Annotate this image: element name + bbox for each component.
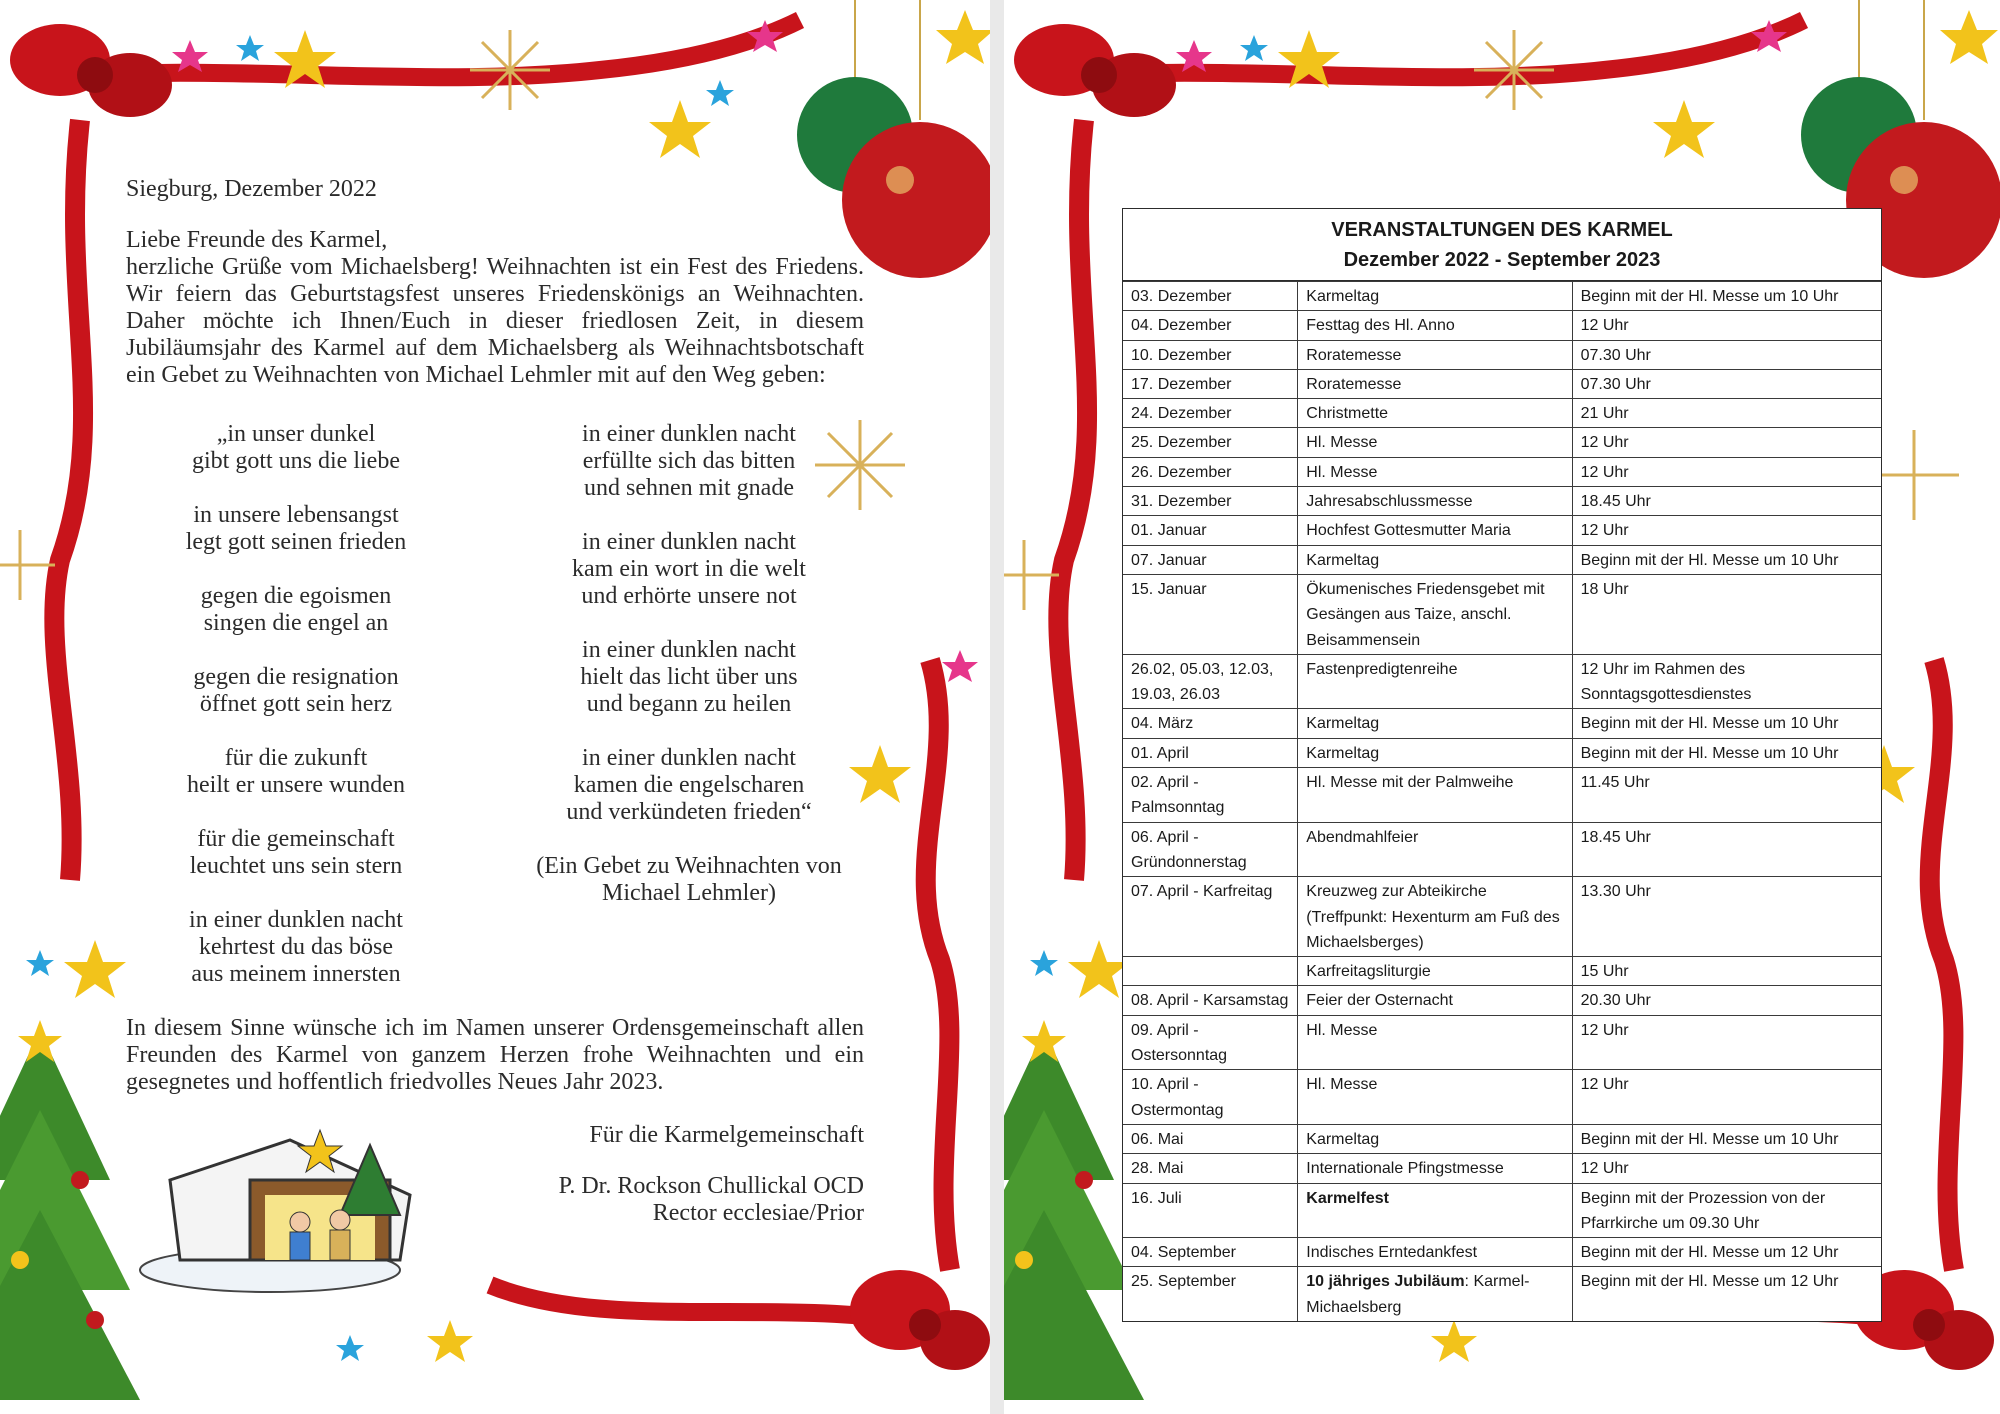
table-row [1123,1124,1881,1153]
event-time-cell: 12 Uhr [1572,1154,1881,1183]
event-date-cell: 04. März [1123,709,1298,738]
event-time-cell: 12 Uhr [1572,1070,1881,1125]
event-name-cell: Abendmahlfeier [1298,822,1572,877]
table-row [1123,1070,1881,1125]
poem-line: in einer dunklen nacht [582,529,796,555]
event-time-cell: 12 Uhr [1572,311,1881,340]
event-name-cell: Christmette [1298,399,1572,428]
event-date-cell: 15. Januar [1123,574,1298,654]
event-time-cell: 12 Uhr [1572,428,1881,457]
table-row [1123,311,1881,340]
table-row [1123,428,1881,457]
poem-line: in einer dunklen nacht [582,745,796,771]
signoff: Für die Karmelgemeinschaft [589,1122,864,1148]
events-page [1004,0,2000,1414]
event-name-cell: Festtag des Hl. Anno [1298,311,1572,340]
letter-intro: herzliche Grüße vom Michaelsberg! Weihnachten ist ein Fest des Friedens. Wir feiern das Geburtstagsfest unseres Friedenskönigs an Weihnachten. Daher möchte ich Ihnen/Euch in dieser friedlosen Zeit, in diesem Jubiläumsjahr des Karmel auf dem Michaelsberg als Weihnachtsbotschaft ein Gebet zu Weihnachten von Michael Lehmler mit auf den Weg geben: [126,254,864,388]
table-row [1123,1238,1881,1267]
events-table [1123,281,1881,1321]
events-subtitle: Dezember 2022 - September 2023 [1343,249,1661,271]
poem-line: in einer dunklen nacht [189,907,403,933]
ribbon-bow-icon [850,1270,990,1370]
table-row [1123,1015,1881,1070]
letter-closing: In diesem Sinne wünsche ich im Namen unserer Ordensgemeinschaft allen Freunden des Karmel von ganzem Herzen frohe Weihnachten und ein gesegnetes und hoffentlich friedvolles Neues Jahr 2023. [126,1015,864,1095]
event-date-cell: 08. April - Karsamstag [1123,986,1298,1015]
poem-stanza [514,421,864,502]
events-header [1123,209,1881,281]
poem-line: und sehnen mit gnade [584,475,794,501]
signer-name: P. Dr. Rockson Chullickal OCD [558,1173,864,1199]
table-row [1123,282,1881,311]
poem-line: heilt er unsere wunden [187,772,405,798]
poem [126,421,864,1015]
event-time-cell: Beginn mit der Hl. Messe um 10 Uhr [1572,282,1881,311]
event-name-cell: Karmelfest [1298,1183,1572,1238]
event-time-cell: Beginn mit der Hl. Messe um 12 Uhr [1572,1267,1881,1321]
event-time-cell: 12 Uhr [1572,457,1881,486]
event-time-cell: Beginn mit der Hl. Messe um 12 Uhr [1572,1238,1881,1267]
event-name-cell: Hochfest Gottesmutter Maria [1298,516,1572,545]
letter-greeting: Liebe Freunde des Karmel, [126,227,388,253]
event-name-cell: Ökumenisches Friedensgebet mit Gesängen aus Taize, anschl. Beisammensein [1298,574,1572,654]
event-date-cell: 06. April - Gründonnerstag [1123,822,1298,877]
poem-stanza [126,907,466,988]
poem-column-left [126,421,466,1015]
ribbon-bow-icon [10,24,172,117]
signer-title: Rector ecclesiae/Prior [652,1200,864,1226]
events-title: VERANSTALTUNGEN DES KARMEL [1331,219,1673,241]
poem-line: gibt gott uns die liebe [192,448,400,474]
event-time-cell: 18 Uhr [1572,574,1881,654]
table-row [1123,1154,1881,1183]
letter-date: Siegburg, Dezember 2022 [126,176,377,202]
poem-stanza [126,826,466,880]
table-row [1123,340,1881,369]
event-date-cell [1123,957,1298,986]
event-date-cell: 09. April - Ostersonntag [1123,1015,1298,1070]
event-date-cell: 25. September [1123,1267,1298,1321]
event-date-cell: 03. Dezember [1123,282,1298,311]
attribution-line: Michael Lehmler) [602,880,776,906]
poem-stanza [514,637,864,718]
poem-line: legt gott seinen frieden [185,529,407,555]
event-date-cell: 06. Mai [1123,1124,1298,1153]
event-date-cell: 24. Dezember [1123,399,1298,428]
poem-line: in einer dunklen nacht [582,421,796,447]
event-name-cell: Indisches Erntedankfest [1298,1238,1572,1267]
event-date-cell: 04. Dezember [1123,311,1298,340]
table-row [1123,986,1881,1015]
event-time-cell: Beginn mit der Hl. Messe um 10 Uhr [1572,738,1881,767]
ribbon [54,120,83,880]
poem-right-stanzas [514,421,864,826]
event-time-cell: 20.30 Uhr [1572,986,1881,1015]
event-date-cell: 25. Dezember [1123,428,1298,457]
event-time-cell: 18.45 Uhr [1572,822,1881,877]
event-time-cell: 07.30 Uhr [1572,369,1881,398]
event-time-cell: Beginn mit der Hl. Messe um 10 Uhr [1572,1124,1881,1153]
poem-line: in einer dunklen nacht [582,637,796,663]
poem-line: aus meinem innersten [191,961,401,987]
event-date-cell: 26.02, 05.03, 12.03, 19.03, 26.03 [1123,654,1298,709]
event-date-cell: 07. Januar [1123,545,1298,574]
poem-line: „in unser dunkel [216,421,376,447]
event-date-cell: 01. April [1123,738,1298,767]
event-date-cell: 10. Dezember [1123,340,1298,369]
poem-line: kam ein wort in die welt [572,556,806,582]
table-row [1123,545,1881,574]
event-date-cell: 16. Juli [1123,1183,1298,1238]
event-time-cell: Beginn mit der Hl. Messe um 10 Uhr [1572,545,1881,574]
table-row [1123,487,1881,516]
table-row [1123,1183,1881,1238]
event-time-cell: 13.30 Uhr [1572,877,1881,957]
event-name-cell: Roratemesse [1298,340,1572,369]
table-row [1123,738,1881,767]
poem-stanza [126,502,466,556]
poem-stanza [126,745,466,799]
event-date-cell: 10. April - Ostermontag [1123,1070,1298,1125]
poem-line: und begann zu heilen [586,691,792,717]
event-time-cell: 11.45 Uhr [1572,768,1881,823]
poem-stanza [126,664,466,718]
poem-line: leuchtet uns sein stern [189,853,403,879]
event-name-cell: Roratemesse [1298,369,1572,398]
event-name-rest: : Karmel-Michaelsberg [1306,1273,1530,1316]
letter-body [126,176,864,1227]
poem-line: gegen die egoismen [200,583,392,609]
event-time-cell: 07.30 Uhr [1572,340,1881,369]
event-time-cell: 12 Uhr [1572,516,1881,545]
event-date-cell: 07. April - Karfreitag [1123,877,1298,957]
event-date-cell: 04. September [1123,1238,1298,1267]
event-name-cell: Hl. Messe [1298,1070,1572,1125]
ribbon-bow-icon [1014,24,1176,117]
event-name-cell: Fastenpredigtenreihe [1298,654,1572,709]
event-name-cell [1298,1267,1572,1321]
poem-line: in unsere lebensangst [193,502,399,528]
ribbon [926,660,950,1270]
event-date-cell: 26. Dezember [1123,457,1298,486]
table-row [1123,709,1881,738]
ribbon [1058,120,1087,880]
poem-stanza [126,583,466,637]
event-date-cell: 28. Mai [1123,1154,1298,1183]
letter-page [0,0,990,1414]
poem-line: hielt das licht über uns [580,664,798,690]
table-row [1123,574,1881,654]
event-name-cell: Kreuzweg zur Abteikirche (Treffpunkt: Hexenturm am Fuß des Michaelsberges) [1298,877,1572,957]
poem-line: singen die engel an [203,610,389,636]
poem-line: und verkündeten frieden“ [566,799,812,825]
event-name-cell: Karmeltag [1298,1124,1572,1153]
poem-stanza [514,529,864,610]
event-name-cell: Karmeltag [1298,545,1572,574]
signature-block [126,1122,864,1227]
event-time-cell: 12 Uhr im Rahmen des Sonntagsgottesdienstes [1572,654,1881,709]
event-name-cell: Karmeltag [1298,738,1572,767]
event-name-cell: Feier der Osternacht [1298,986,1572,1015]
event-time-cell: 18.45 Uhr [1572,487,1881,516]
table-row [1123,516,1881,545]
event-time-cell: 15 Uhr [1572,957,1881,986]
table-row [1123,877,1881,957]
event-time-cell: 21 Uhr [1572,399,1881,428]
table-row [1123,399,1881,428]
event-time-cell: 12 Uhr [1572,1015,1881,1070]
poem-line: und erhörte unsere not [581,583,797,609]
ribbon [1930,660,1954,1270]
event-name-cell: Karfreitagsliturgie [1298,957,1572,986]
poem-stanza [126,421,466,475]
table-row [1123,369,1881,398]
table-row [1123,654,1881,709]
poem-attribution [514,853,864,907]
poem-line: erfüllte sich das bitten [582,448,796,474]
poem-column-right [514,421,864,1015]
event-date-cell: 01. Januar [1123,516,1298,545]
poem-line: für die gemeinschaft [197,826,395,852]
event-time-cell: Beginn mit der Prozession von der Pfarrkirche um 09.30 Uhr [1572,1183,1881,1238]
event-date-cell: 17. Dezember [1123,369,1298,398]
christmas-tree-icon [0,1020,140,1400]
event-name-cell: Hl. Messe mit der Palmweihe [1298,768,1572,823]
poem-line: kamen die engelscharen [573,772,805,798]
attribution-line: (Ein Gebet zu Weihnachten von [536,853,842,879]
table-row [1123,1267,1881,1321]
event-name-cell: Hl. Messe [1298,1015,1572,1070]
table-row [1123,457,1881,486]
event-name-cell: Hl. Messe [1298,428,1572,457]
event-name-highlight: 10 jähriges Jubiläum [1306,1273,1465,1291]
events-table-box [1122,208,1882,1322]
event-name-cell: Hl. Messe [1298,457,1572,486]
poem-line: gegen die resignation [193,664,399,690]
event-date-cell: 31. Dezember [1123,487,1298,516]
event-time-cell: Beginn mit der Hl. Messe um 10 Uhr [1572,709,1881,738]
event-name-cell: Internationale Pfingstmesse [1298,1154,1572,1183]
event-name-cell: Karmeltag [1298,282,1572,311]
table-row [1123,768,1881,823]
table-row [1123,822,1881,877]
ribbon [490,1285,900,1320]
poem-line: kehrtest du das böse [199,934,393,960]
event-name-cell: Jahresabschlussmesse [1298,487,1572,516]
event-name-cell: Karmeltag [1298,709,1572,738]
poem-line: öffnet gott sein herz [199,691,393,717]
table-row [1123,957,1881,986]
poem-line: für die zukunft [224,745,368,771]
event-date-cell: 02. April - Palmsonntag [1123,768,1298,823]
poem-stanza [514,745,864,826]
